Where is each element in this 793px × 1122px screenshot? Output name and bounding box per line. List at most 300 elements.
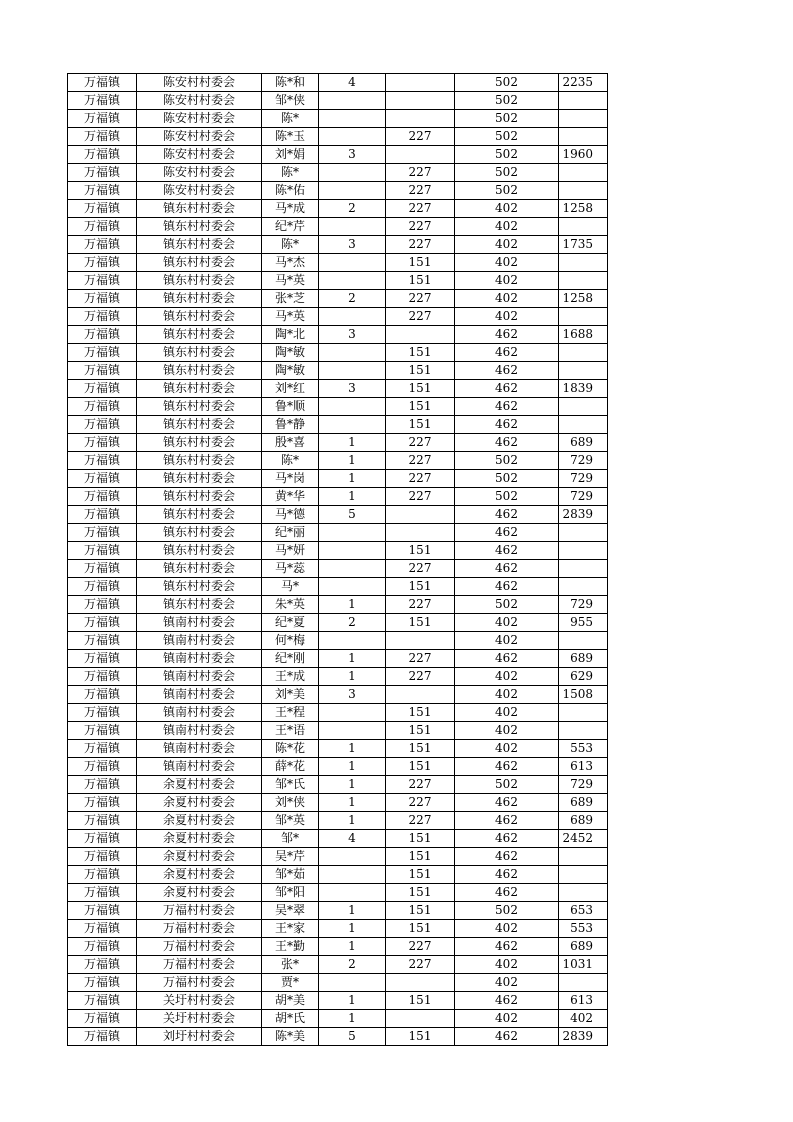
table-row — [68, 938, 608, 956]
town-cell: 万福镇 — [68, 560, 137, 578]
village-committee-cell: 镇东村村委会 — [137, 218, 262, 236]
total-cell: 729 — [559, 452, 608, 470]
total-cell: 729 — [559, 596, 608, 614]
total-cell: 1508 — [559, 686, 608, 704]
name-cell: 马*成 — [262, 200, 319, 218]
table-row — [68, 362, 608, 380]
name-cell: 马*英 — [262, 272, 319, 290]
village-committee-cell: 镇东村村委会 — [137, 254, 262, 272]
col6-cell: 462 — [455, 542, 559, 560]
col5-cell: 227 — [386, 776, 455, 794]
table-row — [68, 920, 608, 938]
table-row — [68, 560, 608, 578]
col5-cell: 227 — [386, 956, 455, 974]
col5-cell: 151 — [386, 884, 455, 902]
table-row — [68, 416, 608, 434]
village-committee-cell: 镇东村村委会 — [137, 308, 262, 326]
table-row — [68, 524, 608, 542]
total-cell — [559, 974, 608, 992]
table-row — [68, 776, 608, 794]
col6-cell: 502 — [455, 470, 559, 488]
table-row — [68, 758, 608, 776]
village-committee-cell: 镇南村村委会 — [137, 722, 262, 740]
town-cell: 万福镇 — [68, 236, 137, 254]
col5-cell — [386, 92, 455, 110]
household-size-cell — [319, 254, 386, 272]
total-cell — [559, 848, 608, 866]
name-cell: 殷*喜 — [262, 434, 319, 452]
total-cell — [559, 128, 608, 146]
village-committee-cell: 镇东村村委会 — [137, 542, 262, 560]
table-row — [68, 722, 608, 740]
name-cell: 薛*花 — [262, 758, 319, 776]
col5-cell: 151 — [386, 344, 455, 362]
col6-cell: 462 — [455, 506, 559, 524]
total-cell: 955 — [559, 614, 608, 632]
col5-cell — [386, 974, 455, 992]
col5-cell: 227 — [386, 200, 455, 218]
town-cell: 万福镇 — [68, 110, 137, 128]
name-cell: 纪*芹 — [262, 218, 319, 236]
town-cell: 万福镇 — [68, 686, 137, 704]
village-committee-cell: 陈安村村委会 — [137, 164, 262, 182]
village-committee-cell: 镇东村村委会 — [137, 524, 262, 542]
table-row — [68, 182, 608, 200]
village-committee-cell: 镇南村村委会 — [137, 632, 262, 650]
village-committee-cell: 镇东村村委会 — [137, 506, 262, 524]
col5-cell: 151 — [386, 254, 455, 272]
name-cell: 陶*北 — [262, 326, 319, 344]
town-cell: 万福镇 — [68, 452, 137, 470]
household-size-cell: 3 — [319, 326, 386, 344]
name-cell: 邹*侠 — [262, 92, 319, 110]
household-size-cell: 1 — [319, 740, 386, 758]
table-row — [68, 506, 608, 524]
household-size-cell: 2 — [319, 614, 386, 632]
household-size-cell — [319, 542, 386, 560]
table-row — [68, 128, 608, 146]
village-committee-cell: 镇南村村委会 — [137, 740, 262, 758]
col6-cell: 402 — [455, 308, 559, 326]
town-cell: 万福镇 — [68, 632, 137, 650]
col6-cell: 462 — [455, 830, 559, 848]
name-cell: 邹*英 — [262, 812, 319, 830]
village-committee-cell: 镇南村村委会 — [137, 758, 262, 776]
col6-cell: 402 — [455, 1010, 559, 1028]
col5-cell — [386, 110, 455, 128]
col5-cell: 227 — [386, 488, 455, 506]
village-committee-cell: 万福村村委会 — [137, 974, 262, 992]
name-cell: 邹*氏 — [262, 776, 319, 794]
household-size-cell: 4 — [319, 74, 386, 92]
col5-cell: 151 — [386, 920, 455, 938]
table-row — [68, 992, 608, 1010]
table-body — [68, 74, 608, 1046]
col6-cell: 462 — [455, 416, 559, 434]
col5-cell: 151 — [386, 704, 455, 722]
household-size-cell: 1 — [319, 992, 386, 1010]
col6-cell: 502 — [455, 146, 559, 164]
table-row — [68, 704, 608, 722]
household-size-cell: 2 — [319, 956, 386, 974]
col6-cell: 502 — [455, 902, 559, 920]
col5-cell: 227 — [386, 452, 455, 470]
town-cell: 万福镇 — [68, 416, 137, 434]
name-cell: 马*德 — [262, 506, 319, 524]
total-cell: 1031 — [559, 956, 608, 974]
col6-cell: 462 — [455, 326, 559, 344]
table-row — [68, 74, 608, 92]
village-committee-cell: 镇东村村委会 — [137, 578, 262, 596]
table-row — [68, 254, 608, 272]
total-cell: 729 — [559, 776, 608, 794]
name-cell: 陈*玉 — [262, 128, 319, 146]
household-size-cell: 2 — [319, 290, 386, 308]
table-row — [68, 542, 608, 560]
town-cell: 万福镇 — [68, 362, 137, 380]
household-size-cell: 1 — [319, 434, 386, 452]
village-committee-cell: 万福村村委会 — [137, 920, 262, 938]
col5-cell: 151 — [386, 722, 455, 740]
col6-cell: 462 — [455, 398, 559, 416]
table-row — [68, 614, 608, 632]
name-cell: 胡*氏 — [262, 1010, 319, 1028]
household-size-cell: 3 — [319, 380, 386, 398]
town-cell: 万福镇 — [68, 794, 137, 812]
village-committee-cell: 余夏村村委会 — [137, 866, 262, 884]
col6-cell: 402 — [455, 614, 559, 632]
col5-cell: 151 — [386, 542, 455, 560]
col6-cell: 402 — [455, 740, 559, 758]
household-size-cell: 1 — [319, 902, 386, 920]
col6-cell: 502 — [455, 128, 559, 146]
household-size-cell — [319, 848, 386, 866]
household-size-cell: 1 — [319, 596, 386, 614]
name-cell: 纪*刚 — [262, 650, 319, 668]
col6-cell: 462 — [455, 884, 559, 902]
col6-cell: 462 — [455, 992, 559, 1010]
village-committee-cell: 陈安村村委会 — [137, 146, 262, 164]
village-committee-cell: 余夏村村委会 — [137, 884, 262, 902]
col6-cell: 502 — [455, 488, 559, 506]
household-size-cell — [319, 272, 386, 290]
total-cell — [559, 164, 608, 182]
name-cell: 邹* — [262, 830, 319, 848]
household-size-cell — [319, 974, 386, 992]
village-committee-cell: 余夏村村委会 — [137, 848, 262, 866]
name-cell: 贾* — [262, 974, 319, 992]
town-cell: 万福镇 — [68, 218, 137, 236]
col5-cell — [386, 632, 455, 650]
col5-cell — [386, 506, 455, 524]
col5-cell: 227 — [386, 290, 455, 308]
table-row — [68, 92, 608, 110]
total-cell — [559, 308, 608, 326]
total-cell — [559, 110, 608, 128]
village-committee-cell: 万福村村委会 — [137, 938, 262, 956]
town-cell: 万福镇 — [68, 254, 137, 272]
total-cell: 729 — [559, 470, 608, 488]
total-cell: 2839 — [559, 1028, 608, 1046]
col6-cell: 462 — [455, 758, 559, 776]
col6-cell: 402 — [455, 704, 559, 722]
household-size-cell: 1 — [319, 452, 386, 470]
town-cell: 万福镇 — [68, 470, 137, 488]
name-cell: 刘*娟 — [262, 146, 319, 164]
col5-cell — [386, 1010, 455, 1028]
col5-cell — [386, 686, 455, 704]
table-row — [68, 650, 608, 668]
name-cell: 陈*佑 — [262, 182, 319, 200]
col6-cell: 462 — [455, 434, 559, 452]
town-cell: 万福镇 — [68, 758, 137, 776]
household-size-cell: 1 — [319, 650, 386, 668]
household-size-cell: 5 — [319, 1028, 386, 1046]
col6-cell: 462 — [455, 560, 559, 578]
village-committee-cell: 关圩村村委会 — [137, 992, 262, 1010]
household-size-cell: 1 — [319, 938, 386, 956]
col6-cell: 402 — [455, 956, 559, 974]
household-size-cell — [319, 722, 386, 740]
name-cell: 张*芝 — [262, 290, 319, 308]
household-size-cell — [319, 92, 386, 110]
table-row — [68, 956, 608, 974]
total-cell — [559, 866, 608, 884]
total-cell: 1839 — [559, 380, 608, 398]
col6-cell: 502 — [455, 596, 559, 614]
table-row — [68, 974, 608, 992]
total-cell: 1688 — [559, 326, 608, 344]
village-committee-cell: 余夏村村委会 — [137, 812, 262, 830]
town-cell: 万福镇 — [68, 812, 137, 830]
total-cell: 629 — [559, 668, 608, 686]
total-cell: 689 — [559, 434, 608, 452]
total-cell — [559, 722, 608, 740]
col5-cell: 151 — [386, 992, 455, 1010]
name-cell: 陈* — [262, 164, 319, 182]
town-cell: 万福镇 — [68, 506, 137, 524]
name-cell: 吴*芹 — [262, 848, 319, 866]
village-committee-cell: 镇东村村委会 — [137, 344, 262, 362]
name-cell: 何*梅 — [262, 632, 319, 650]
table-row — [68, 308, 608, 326]
col6-cell: 402 — [455, 668, 559, 686]
name-cell: 胡*美 — [262, 992, 319, 1010]
household-size-cell: 1 — [319, 920, 386, 938]
total-cell: 2452 — [559, 830, 608, 848]
household-size-cell: 1 — [319, 668, 386, 686]
table-row — [68, 218, 608, 236]
total-cell — [559, 884, 608, 902]
col5-cell: 151 — [386, 758, 455, 776]
total-cell: 2235 — [559, 74, 608, 92]
name-cell: 黄*华 — [262, 488, 319, 506]
col5-cell — [386, 524, 455, 542]
name-cell: 马*岗 — [262, 470, 319, 488]
col5-cell: 227 — [386, 560, 455, 578]
table-row — [68, 236, 608, 254]
total-cell — [559, 560, 608, 578]
table-row — [68, 146, 608, 164]
name-cell: 王*家 — [262, 920, 319, 938]
household-size-cell — [319, 524, 386, 542]
village-committee-cell: 镇东村村委会 — [137, 398, 262, 416]
table-row — [68, 290, 608, 308]
total-cell — [559, 218, 608, 236]
col6-cell: 502 — [455, 92, 559, 110]
table-row — [68, 740, 608, 758]
col5-cell: 151 — [386, 848, 455, 866]
town-cell: 万福镇 — [68, 866, 137, 884]
town-cell: 万福镇 — [68, 164, 137, 182]
table-row — [68, 434, 608, 452]
village-committee-cell: 镇南村村委会 — [137, 650, 262, 668]
name-cell: 邹*阳 — [262, 884, 319, 902]
village-committee-cell: 万福村村委会 — [137, 956, 262, 974]
col6-cell: 402 — [455, 236, 559, 254]
household-size-cell: 1 — [319, 794, 386, 812]
col6-cell: 462 — [455, 578, 559, 596]
town-cell: 万福镇 — [68, 740, 137, 758]
name-cell: 陈*美 — [262, 1028, 319, 1046]
village-committee-cell: 镇东村村委会 — [137, 452, 262, 470]
name-cell: 刘*红 — [262, 380, 319, 398]
col5-cell: 151 — [386, 740, 455, 758]
name-cell: 王*成 — [262, 668, 319, 686]
town-cell: 万福镇 — [68, 578, 137, 596]
name-cell: 马*蕊 — [262, 560, 319, 578]
col6-cell: 462 — [455, 650, 559, 668]
town-cell: 万福镇 — [68, 992, 137, 1010]
col5-cell: 227 — [386, 128, 455, 146]
table-row — [68, 632, 608, 650]
total-cell — [559, 344, 608, 362]
household-size-cell — [319, 704, 386, 722]
village-committee-cell: 镇东村村委会 — [137, 362, 262, 380]
household-size-cell — [319, 578, 386, 596]
name-cell: 鲁*顺 — [262, 398, 319, 416]
town-cell: 万福镇 — [68, 146, 137, 164]
village-committee-cell: 镇南村村委会 — [137, 668, 262, 686]
col5-cell: 151 — [386, 398, 455, 416]
col5-cell: 227 — [386, 164, 455, 182]
total-cell: 653 — [559, 902, 608, 920]
name-cell: 吴*翠 — [262, 902, 319, 920]
name-cell: 纪*丽 — [262, 524, 319, 542]
total-cell — [559, 182, 608, 200]
table-row — [68, 794, 608, 812]
col5-cell: 227 — [386, 650, 455, 668]
town-cell: 万福镇 — [68, 128, 137, 146]
town-cell: 万福镇 — [68, 398, 137, 416]
table-row — [68, 488, 608, 506]
col5-cell: 227 — [386, 182, 455, 200]
name-cell: 陈*花 — [262, 740, 319, 758]
col6-cell: 462 — [455, 938, 559, 956]
village-committee-cell: 镇东村村委会 — [137, 326, 262, 344]
col5-cell: 227 — [386, 218, 455, 236]
col6-cell: 402 — [455, 290, 559, 308]
col6-cell: 402 — [455, 254, 559, 272]
village-committee-cell: 镇东村村委会 — [137, 272, 262, 290]
table-row — [68, 848, 608, 866]
total-cell — [559, 254, 608, 272]
col5-cell: 151 — [386, 614, 455, 632]
table-row — [68, 596, 608, 614]
town-cell: 万福镇 — [68, 74, 137, 92]
name-cell: 陶*敏 — [262, 362, 319, 380]
household-size-cell: 3 — [319, 236, 386, 254]
village-committee-cell: 陈安村村委会 — [137, 74, 262, 92]
table-row — [68, 830, 608, 848]
household-size-cell — [319, 416, 386, 434]
town-cell: 万福镇 — [68, 938, 137, 956]
household-size-cell: 2 — [319, 200, 386, 218]
town-cell: 万福镇 — [68, 668, 137, 686]
household-size-cell: 5 — [319, 506, 386, 524]
table-row — [68, 578, 608, 596]
name-cell: 张* — [262, 956, 319, 974]
col5-cell — [386, 326, 455, 344]
table-row — [68, 344, 608, 362]
table-row — [68, 380, 608, 398]
col6-cell: 502 — [455, 164, 559, 182]
household-size-cell: 1 — [319, 488, 386, 506]
name-cell: 马*英 — [262, 308, 319, 326]
total-cell: 689 — [559, 794, 608, 812]
total-cell: 1258 — [559, 290, 608, 308]
village-committee-cell: 镇南村村委会 — [137, 614, 262, 632]
name-cell: 王*程 — [262, 704, 319, 722]
col5-cell: 227 — [386, 812, 455, 830]
col6-cell: 402 — [455, 632, 559, 650]
name-cell: 陶*敏 — [262, 344, 319, 362]
town-cell: 万福镇 — [68, 308, 137, 326]
col6-cell: 462 — [455, 1028, 559, 1046]
table-row — [68, 1028, 608, 1046]
total-cell: 2839 — [559, 506, 608, 524]
name-cell: 王*语 — [262, 722, 319, 740]
village-committee-cell: 陈安村村委会 — [137, 110, 262, 128]
col5-cell: 227 — [386, 938, 455, 956]
town-cell: 万福镇 — [68, 182, 137, 200]
household-size-cell — [319, 884, 386, 902]
name-cell: 纪*夏 — [262, 614, 319, 632]
total-cell: 613 — [559, 758, 608, 776]
name-cell: 马*杰 — [262, 254, 319, 272]
name-cell: 马* — [262, 578, 319, 596]
table-row — [68, 812, 608, 830]
name-cell: 陈*和 — [262, 74, 319, 92]
village-committee-cell: 镇东村村委会 — [137, 470, 262, 488]
total-cell — [559, 362, 608, 380]
town-cell: 万福镇 — [68, 326, 137, 344]
household-size-cell — [319, 128, 386, 146]
col6-cell: 402 — [455, 686, 559, 704]
col5-cell: 151 — [386, 866, 455, 884]
village-committee-cell: 刘圩村村委会 — [137, 1028, 262, 1046]
col5-cell: 151 — [386, 1028, 455, 1046]
table-row — [68, 110, 608, 128]
village-committee-cell: 镇东村村委会 — [137, 290, 262, 308]
household-size-cell: 1 — [319, 776, 386, 794]
col6-cell: 502 — [455, 776, 559, 794]
town-cell: 万福镇 — [68, 524, 137, 542]
town-cell: 万福镇 — [68, 1028, 137, 1046]
col6-cell: 462 — [455, 848, 559, 866]
total-cell — [559, 92, 608, 110]
town-cell: 万福镇 — [68, 542, 137, 560]
